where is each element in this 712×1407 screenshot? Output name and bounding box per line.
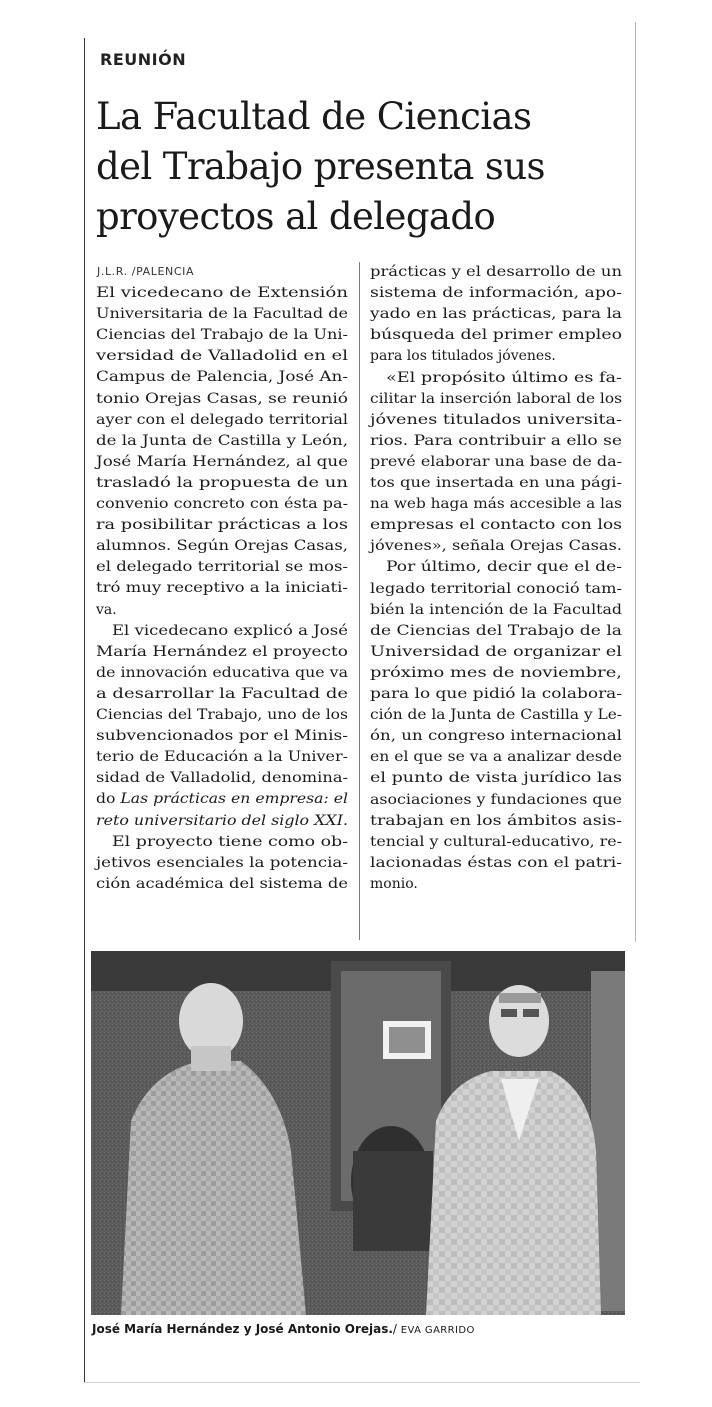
body-text-line: Ciencias del Trabajo, uno de los — [96, 707, 348, 723]
column-divider — [359, 262, 360, 940]
body-text-line: Campus de Palencia, José An- — [96, 369, 348, 386]
body-text-line: versidad de Valladolid en el — [96, 348, 348, 365]
body-text-line: próximo mes de noviembre, — [370, 664, 622, 681]
body-text-line: alumnos. Según Orejas Casas, — [96, 538, 348, 555]
body-text-line: Por último, decir que el de- — [386, 559, 622, 576]
body-text-line: va. — [96, 601, 117, 618]
body-text-line: yado en las prácticas, para la — [370, 306, 622, 323]
caption-separator: / — [392, 1322, 401, 1336]
body-text-line: convenio concreto con ésta pa- — [96, 496, 348, 512]
body-text-line: reto universitario del siglo XXI. — [96, 812, 348, 829]
body-text-line: rios. Para contribuir a ello se — [370, 432, 622, 449]
headline-line: proyectos al delegado — [96, 195, 496, 238]
body-text-line: búsqueda del primer empleo — [370, 327, 622, 344]
body-text-line: lacionadas éstas con el patri- — [370, 854, 622, 871]
body-text-line: Universitaria de la Facultad de — [96, 306, 348, 323]
body-text-line: ción de la Junta de Castilla y Le- — [370, 707, 622, 724]
body-text-line: El proyecto tiene como ob- — [112, 833, 348, 850]
photo-credit: EVA GARRIDO — [400, 1325, 475, 1336]
body-text-line: para los titulados jóvenes. — [370, 348, 556, 365]
body-text-line: na web haga más accesible a las — [370, 496, 622, 513]
body-text-line: Ciencias del Trabajo de la Uni- — [96, 327, 348, 344]
headline-line: La Facultad de Ciencias — [96, 95, 532, 138]
body-text-line: de innovación educativa que va — [96, 664, 348, 681]
headline-line: del Trabajo presenta sus — [96, 145, 545, 188]
body-text-line: ayer con el delegado territorial — [96, 411, 348, 428]
caption-names: José María Hernández y José Antonio Orejas. — [92, 1322, 393, 1336]
article-photo — [91, 951, 625, 1315]
body-text-line: terio de Educación a la Univer- — [96, 749, 348, 766]
body-text-line: monio. — [370, 875, 418, 892]
body-text-line: cilitar la inserción laboral de los — [370, 390, 622, 407]
body-text-line: a desarrollar la Facultad de — [96, 685, 348, 702]
body-text-line: ra posibilitar prácticas a los — [96, 517, 348, 534]
body-text-line: tonio Orejas Casas, se reunió — [96, 390, 348, 407]
body-text-line: de Ciencias del Trabajo de la — [370, 622, 622, 639]
body-text-line: tos que insertada en una pági- — [370, 475, 622, 491]
body-text-line: El vicedecano de Extensión — [96, 285, 348, 301]
body-text-line: trasladó la propuesta de un — [96, 474, 348, 491]
body-text-line: sidad de Valladolid, denomina- — [96, 770, 348, 787]
body-text-line: sistema de información, apo- — [370, 285, 622, 302]
body-text-line: ón, un congreso internacional — [370, 728, 622, 745]
body-text-line: el delegado territorial se mos- — [96, 559, 348, 576]
body-text-line: trabajan en los ámbitos asis- — [370, 812, 622, 829]
body-text-line: do Las prácticas en empresa: el — [96, 791, 348, 808]
section-label: REUNIÓN — [100, 50, 187, 69]
right-border-rule — [635, 22, 636, 942]
body-text-line: legado territorial conoció tam- — [370, 580, 622, 597]
photo-image — [91, 951, 625, 1315]
body-text-line: Universidad de organizar el — [370, 643, 622, 660]
body-text-line: prácticas y el desarrollo de un — [370, 264, 622, 280]
body-text-line: el punto de vista jurídico las — [370, 770, 622, 787]
body-text-line: prevé elaborar una base de da- — [370, 453, 622, 470]
body-text-line: José María Hernández, al que — [96, 453, 348, 470]
body-text-line: subvencionados por el Minis- — [96, 728, 348, 745]
body-text-line: tencial y cultural-educativo, re- — [370, 833, 622, 850]
body-text-line: ción académica del sistema de — [96, 875, 348, 892]
body-text-line: tró muy receptivo a la iniciati- — [96, 580, 348, 597]
body-text-line: para lo que pidió la colabora- — [370, 686, 622, 702]
body-text-line: empresas el contacto con los — [370, 517, 622, 534]
bottom-rule — [84, 1382, 640, 1383]
body-text-line: jóvenes», señala Orejas Casas. — [370, 538, 622, 555]
body-text-line: asociaciones y fundaciones que — [370, 791, 622, 808]
body-text-line: María Hernández el proyecto — [96, 643, 348, 660]
headline — [96, 92, 545, 242]
body-text-line: en el que se va a analizar desde — [370, 749, 622, 766]
body-text-line: jetivos esenciales la potencia- — [96, 854, 348, 871]
body-text-line: de la Junta de Castilla y León, — [96, 432, 348, 449]
left-border-rule — [84, 38, 85, 1383]
body-text-line: «El propósito último es fa- — [386, 369, 622, 386]
body-text-line: jóvenes titulados universita- — [370, 411, 622, 428]
byline: J.L.R. /PALENCIA — [97, 265, 195, 278]
body-text-line: El vicedecano explicó a José — [112, 622, 348, 639]
body-text-line: bién la intención de la Facultad — [370, 601, 622, 618]
photo-caption — [92, 1322, 475, 1336]
